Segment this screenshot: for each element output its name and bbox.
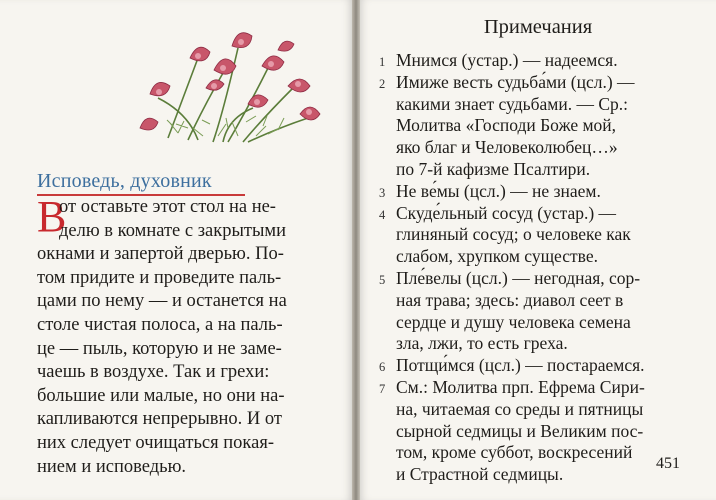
book-gutter: [352, 0, 360, 500]
note-line: Пле́велы (цсл.) — негодная, сор-: [396, 267, 641, 288]
body-line: цами по нему — и останется на: [37, 291, 287, 312]
note-number: 5: [379, 272, 386, 287]
body-line: окнами и запертой дверью. По-: [37, 244, 284, 265]
note-line: сердце и душу человека семена: [396, 311, 631, 332]
note-item: [379, 202, 696, 268]
body-line: чаешь в воздухе. Так и грехи:: [37, 362, 270, 383]
note-item: [379, 355, 696, 377]
body-line: делю в комнате с закрытыми: [59, 220, 287, 241]
note-line: слабом, хрупком существе.: [396, 246, 598, 267]
note-item: [379, 180, 696, 203]
body-line: от оставьте этот стол на не-: [59, 197, 276, 217]
note-line: сырной седмицы и Великим пос-: [396, 420, 644, 441]
drop-cap: В: [37, 192, 67, 241]
note-number: 6: [379, 360, 386, 375]
body-line: том придите и проведите паль-: [37, 267, 282, 288]
note-item: [379, 71, 696, 181]
note-line: зла, лжи, то есть греха.: [396, 333, 568, 354]
note-number: 7: [379, 381, 386, 396]
note-number: 1: [379, 55, 386, 69]
section-title: Исповедь, духовник: [37, 170, 212, 192]
note-item: [379, 376, 696, 486]
page-number: 451: [656, 455, 680, 472]
body-paragraph: [37, 192, 337, 479]
note-line: Мнимся (устар.) — надеемся.: [396, 50, 618, 70]
note-line: ная трава; здесь: диавол сеет в: [396, 289, 624, 310]
note-number: 3: [379, 185, 386, 200]
note-line: Молитва «Господи Боже мой,: [396, 115, 617, 136]
note-line: какими знает судьбами. — Ср.:: [396, 93, 628, 114]
note-line: Потщи́мся (цсл.) — постараемся.: [396, 355, 645, 376]
note-line: глиняный сосуд; о человеке как: [396, 224, 631, 245]
note-number: 2: [379, 76, 386, 91]
notes-title: Примечания: [483, 16, 593, 38]
note-line: на, читаемая со среды и пятницы: [396, 398, 644, 419]
body-line: них следует очищаться покая-: [37, 432, 274, 453]
note-line: том, кроме суббот, воскресений: [396, 442, 633, 463]
notes-list: [379, 50, 696, 486]
note-number: 4: [379, 207, 386, 222]
pasque-flowers-illustration: [128, 18, 328, 148]
note-line: и Страстной седмицы.: [396, 464, 564, 485]
note-item: [379, 50, 696, 72]
note-line: Не ве́мы (цсл.) — не знаем.: [396, 180, 601, 201]
note-line: См.: Молитва прп. Ефрема Сири-: [396, 376, 645, 397]
note-line: Скуде́льный сосуд (устар.) —: [396, 202, 617, 223]
body-line: це — пыль, которую и не заме-: [37, 338, 282, 359]
note-line: Имиже весть судьба́ми (цсл.) —: [396, 71, 635, 92]
body-line: капливаются непрерывно. И от: [37, 409, 283, 430]
note-line: по 7-й кафизме Псалтири.: [396, 158, 591, 179]
body-line: столе чистая полоса, а на паль-: [37, 314, 283, 335]
note-line: яко благ и Человеколюбец…»: [396, 137, 618, 158]
body-line: большие или малые, но они на-: [37, 385, 285, 406]
note-item: [379, 267, 696, 355]
body-line: нием и исповедью.: [37, 456, 187, 477]
